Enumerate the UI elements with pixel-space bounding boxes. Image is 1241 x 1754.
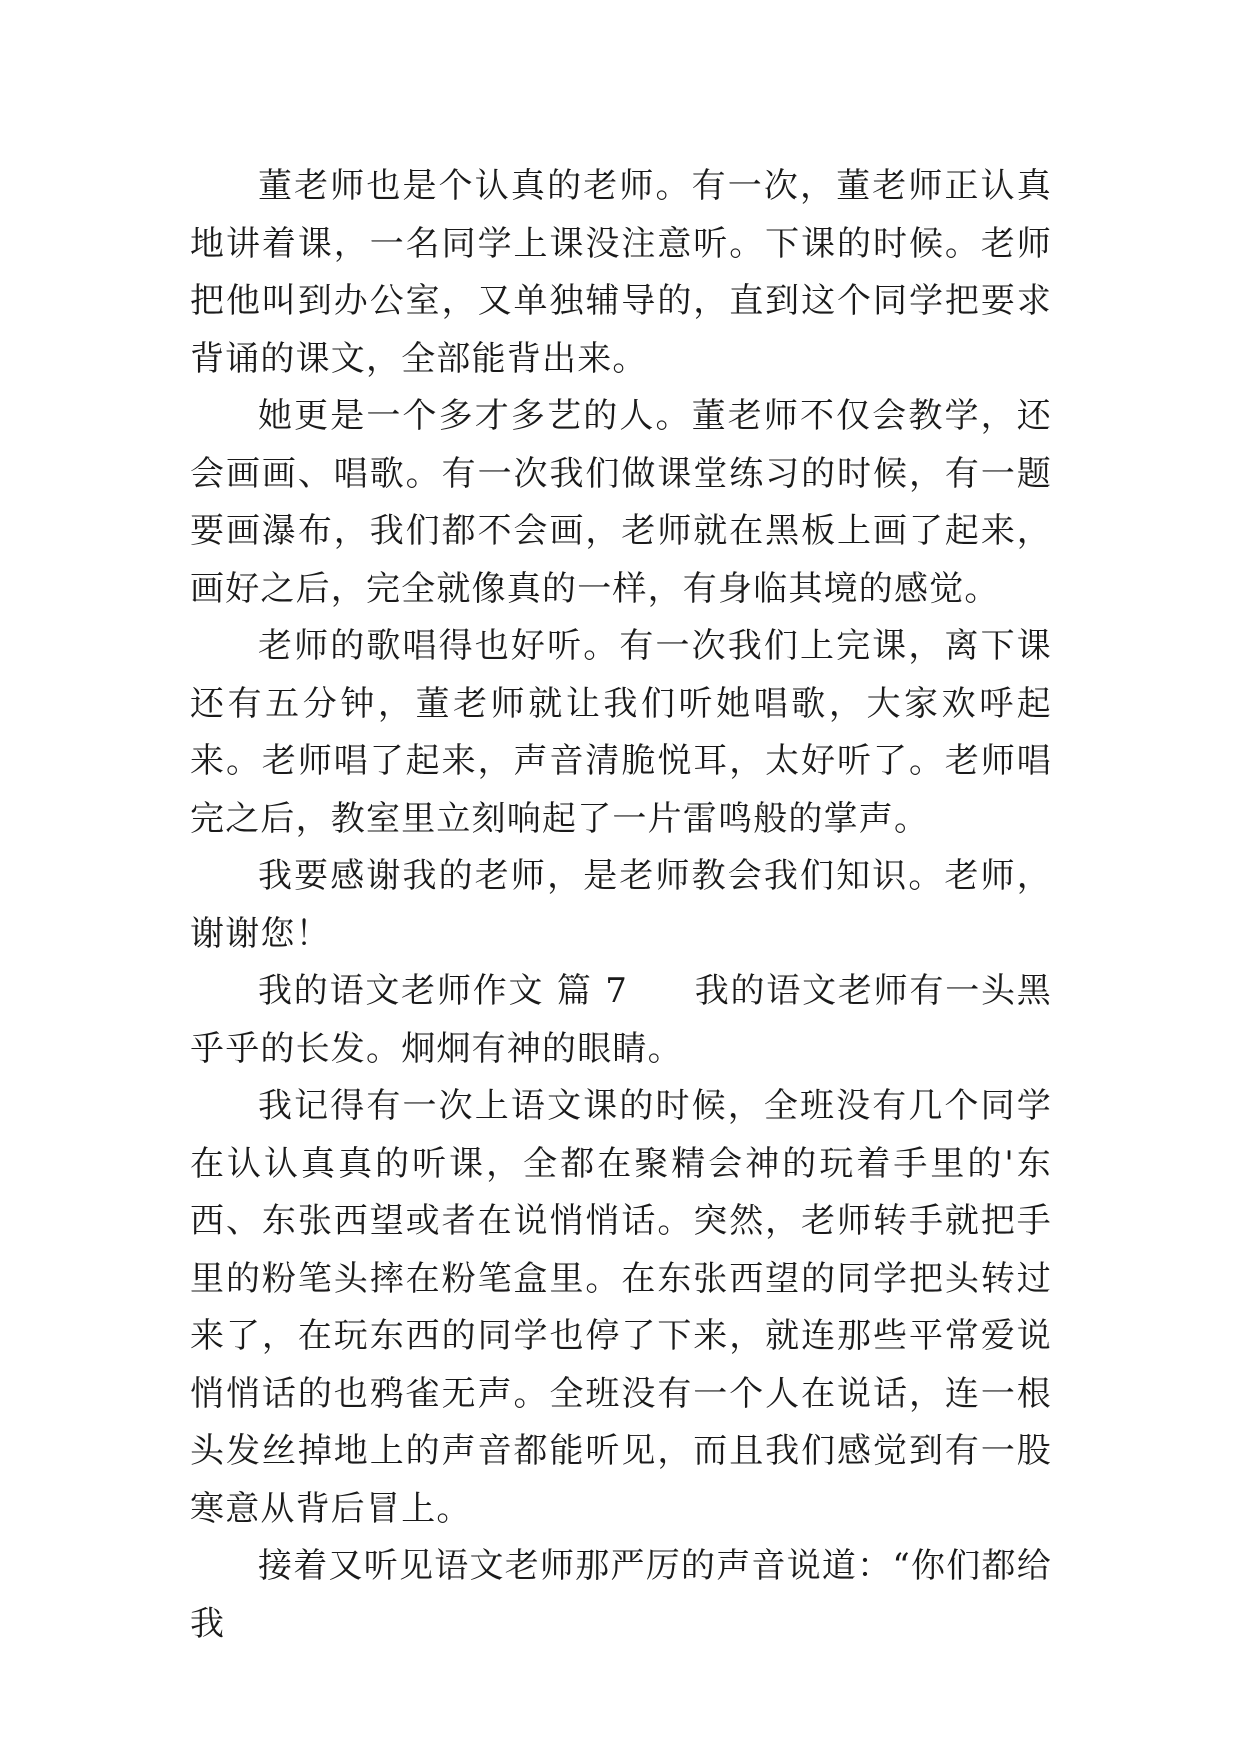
- section-first-sentence: 我的语文老师有一头黑乎乎的长发。炯炯有神的眼睛。: [190, 971, 1053, 1069]
- section-heading-paragraph: [190, 963, 1052, 1078]
- paragraph: 我记得有一次上语文课的时候，全班没有几个同学在认认真真的听课，全都在聚精会神的玩着手里的'东西、东张西望或者在说悄悄话。突然，老师转手就把手里的粉笔头摔在粉笔盒里。在东张西望的同学把头转过来了，在玩东西的同学也停了下来，就连那些平常爱说悄悄话的也鸦雀无声。全班没有一个人在说话，连一根头发丝掉地上的声音都能听见，而且我们感觉到有一股寒意从背后冒上。: [190, 1086, 1052, 1529]
- paragraph: 老师的歌唱得也好听。有一次我们上完课，离下课还有五分钟，董老师就让我们听她唱歌，大家欢呼起来。老师唱了起来，声音清脆悦耳，太好听了。老师唱完之后，教室里立刻响起了一片雷鸣般的掌声。: [190, 626, 1052, 839]
- paragraph: 董老师也是个认真的老师。有一次，董老师正认真地讲着课，一名同学上课没注意听。下课的时候。老师把他叫到办公室，又单独辅导的，直到这个同学把要求背诵的课文，全部能背出来。: [190, 166, 1052, 379]
- paragraph: 她更是一个多才多艺的人。董老师不仅会教学，还会画画、唱歌。有一次我们做课堂练习的时候，有一题要画瀑布，我们都不会画，老师就在黑板上画了起来，画好之后，完全就像真的一样，有身临其境的感觉。: [190, 396, 1052, 609]
- document-body: [190, 158, 1052, 1653]
- paragraph: 接着又听见语文老师那严厉的声音说道：“你们都给我: [190, 1546, 1052, 1644]
- section-heading: 我的语文老师作文 篇 7: [258, 971, 629, 1011]
- paragraph: 我要感谢我的老师，是老师教会我们知识。老师，谢谢您！: [190, 856, 1052, 954]
